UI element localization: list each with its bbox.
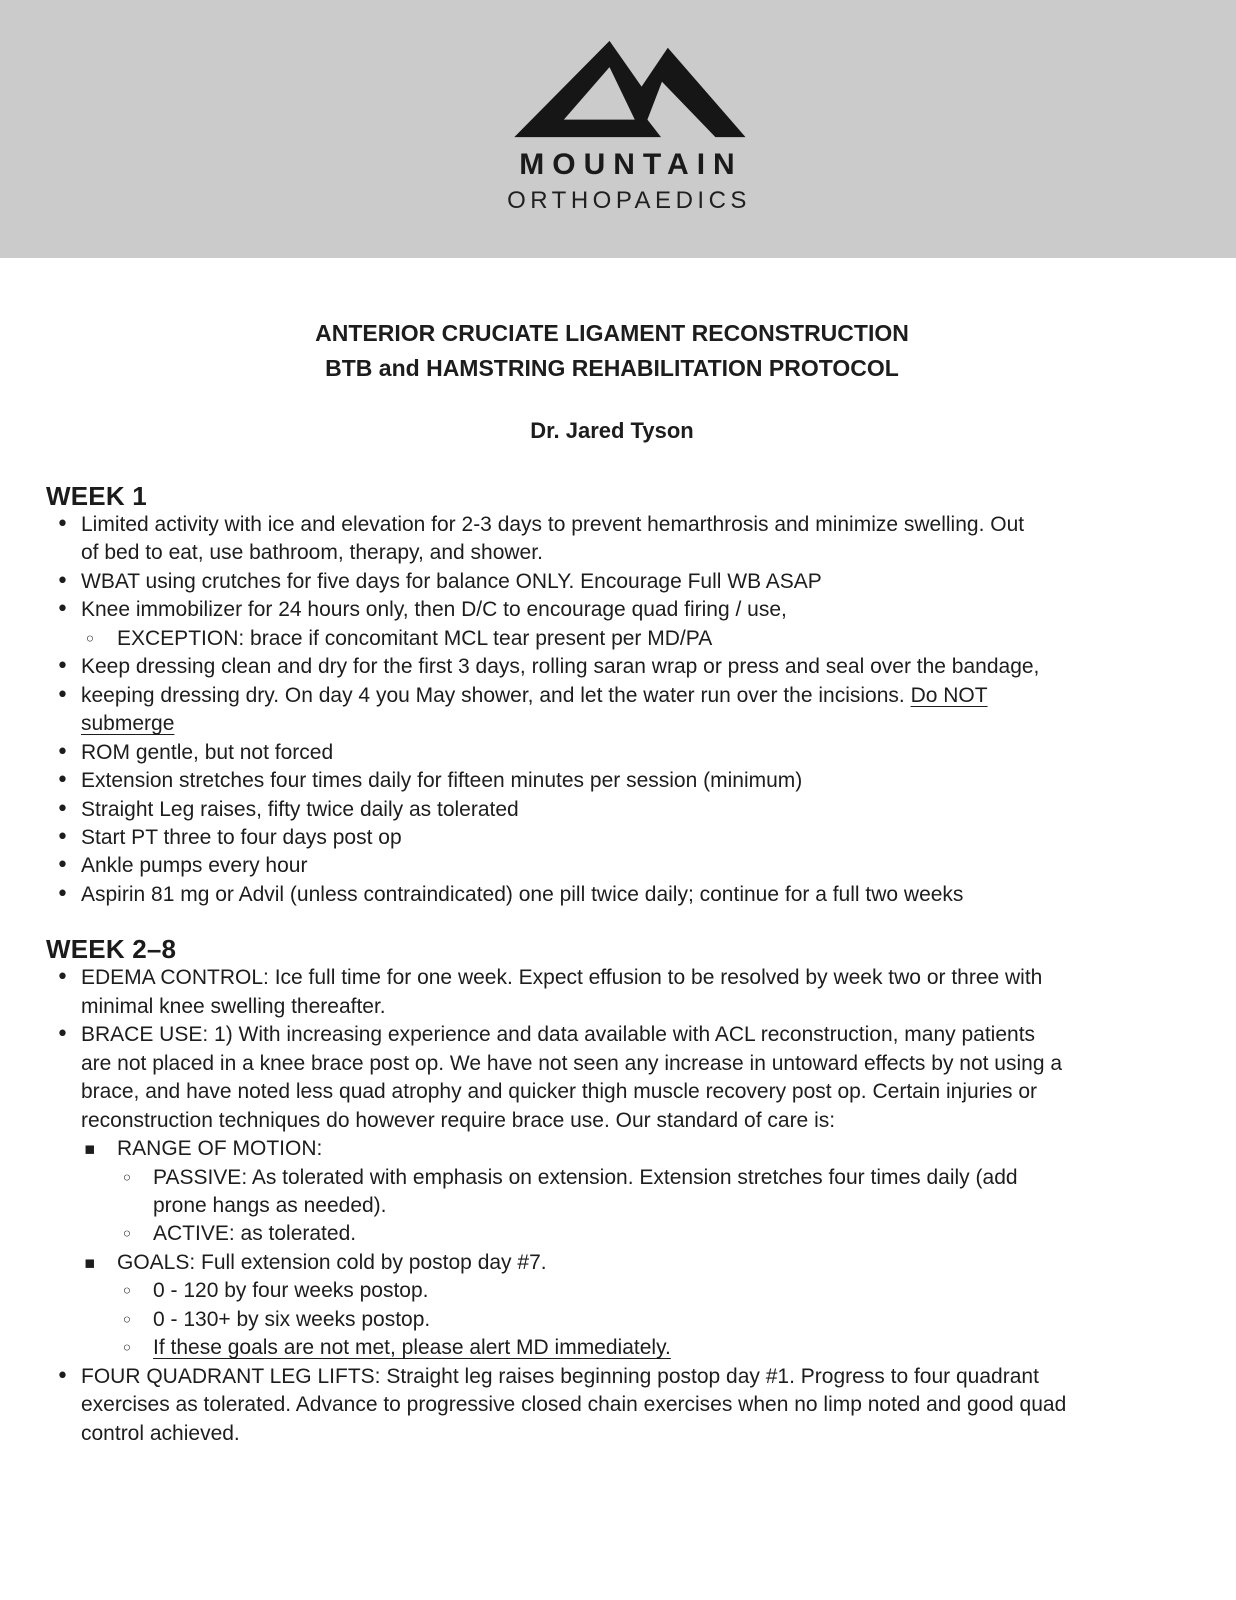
underlined-text: If these goals are not met, please alert MD immediately. (153, 1336, 671, 1360)
text-segment: Aspirin 81 mg or Advil (unless contraindicated) one pill twice daily; continue for a full two weeks (81, 882, 964, 906)
item-text (81, 966, 1042, 1017)
text-segment: Extension stretches four times daily for fifteen minutes per session (minimum) (81, 769, 803, 793)
clinic-logo (503, 0, 751, 215)
text-segment: 0 - 130+ by six weeks postop. (153, 1307, 431, 1331)
text-segment: EDEMA CONTROL: Ice full time for one week. Expect effusion to be resolved by week two or three with (81, 966, 1043, 990)
bullet-marker: • (56, 739, 69, 765)
section-heading: WEEK 1 (46, 481, 147, 511)
page-title-line-2: BTB and HAMSTRING REHABILITATION PROTOCOL (325, 355, 899, 381)
text-segment: Limited activity with ice and elevation for 2-3 days to prevent hemarthrosis and minimize swelling. Out (81, 513, 1025, 536)
protocol-section (46, 481, 1206, 909)
bullet-marker: • (56, 1363, 69, 1389)
text-segment: brace, and have noted less quad atrophy and quicker thigh muscle recovery post op. Certain injuries or (81, 1080, 1038, 1104)
text-segment: ACTIVE: as tolerated. (153, 1222, 357, 1246)
bullet-marker: ▪ (84, 1252, 96, 1273)
item-text (81, 854, 307, 877)
bullet-marker: • (56, 568, 69, 594)
item-text (81, 684, 988, 735)
list-item (46, 852, 1206, 880)
list-item (46, 796, 1206, 824)
list-item (46, 1334, 1206, 1362)
text-segment: RANGE OF MOTION: (117, 1137, 323, 1161)
list-item (46, 682, 1206, 739)
doctor-name: Dr. Jared Tyson (530, 418, 694, 443)
list-item (46, 568, 1206, 596)
list-item (46, 767, 1206, 795)
text-segment: Start PT three to four days post op (81, 825, 402, 849)
item-text (81, 570, 822, 593)
text-segment: Knee immobilizer for 24 hours only, then D/C to encourage quad firing / use, (81, 598, 787, 622)
text-segment: are not placed in a knee brace post op. We have not seen any increase in untoward effects by not using a (81, 1051, 1063, 1075)
protocol-document (0, 316, 1236, 1448)
list-item (46, 964, 1206, 1021)
page-title (32, 316, 1192, 386)
text-segment: exercises as tolerated. Advance to progressive closed chain exercises when no limp noted and good quad (81, 1393, 1067, 1417)
text-segment: EXCEPTION: brace if concomitant MCL tear present per MD/PA (117, 626, 713, 650)
item-text (81, 598, 787, 621)
text-segment: of bed to eat, use bathroom, therapy, and shower. (81, 541, 543, 565)
bullet-marker: ▪ (84, 1139, 96, 1160)
text-segment: keeping dressing dry. On day 4 you May shower, and let the water run over the incisions. (81, 683, 911, 707)
text-segment: FOUR QUADRANT LEG LIFTS: Straight leg raises beginning postop day #1. Progress to four quadrant (81, 1364, 1039, 1388)
clinic-header (0, 0, 1236, 258)
text-segment: PASSIVE: As tolerated with emphasis on extension. Extension stretches four times daily (add (153, 1165, 1018, 1189)
bullet-marker: • (56, 824, 69, 850)
bullet-marker: ◦ (121, 1307, 133, 1332)
bullet-marker: • (56, 853, 69, 879)
clinic-subtitle: ORTHOPAEDICS (507, 187, 751, 214)
item-text (81, 1365, 1066, 1445)
list-item (46, 1021, 1206, 1135)
text-segment: minimal knee swelling thereafter. (81, 994, 386, 1018)
list-item (46, 739, 1206, 767)
list-item (46, 824, 1206, 852)
list-item (46, 511, 1206, 568)
list-item (46, 1277, 1206, 1305)
item-text (81, 1023, 1062, 1131)
list-item (46, 1220, 1206, 1248)
bullet-marker: • (56, 597, 69, 623)
item-text (117, 1251, 547, 1274)
page-title-line-1: ANTERIOR CRUCIATE LIGAMENT RECONSTRUCTION (315, 320, 909, 346)
protocol-section (46, 934, 1206, 1448)
list-item (46, 625, 1206, 653)
item-text (153, 1308, 430, 1331)
bullet-marker: • (56, 768, 69, 794)
text-segment: 0 - 120 by four weeks postop. (153, 1279, 429, 1303)
item-text (153, 1336, 671, 1359)
item-text (153, 1279, 429, 1302)
text-segment: ROM gentle, but not forced (81, 740, 334, 764)
text-segment: Straight Leg raises, fifty twice daily as tolerated (81, 797, 519, 821)
item-text (153, 1166, 1018, 1217)
bullet-marker: ◦ (121, 1279, 133, 1304)
bullet-marker: • (56, 1022, 69, 1048)
item-text (81, 655, 1039, 678)
bullet-marker: • (56, 796, 69, 822)
item-text (81, 883, 963, 906)
underlined-text: Do NOT (910, 683, 988, 707)
item-text (81, 798, 519, 821)
bullet-marker: ◦ (121, 1222, 133, 1247)
item-text (117, 1137, 322, 1160)
mountain-logo-icon (505, 38, 749, 140)
item-text (117, 627, 712, 650)
bullet-marker: • (56, 881, 69, 907)
bullet-marker: • (56, 682, 69, 708)
list-item (46, 653, 1206, 681)
item-text (153, 1222, 356, 1245)
list-item (46, 596, 1206, 624)
bullet-marker: ◦ (121, 1165, 133, 1190)
text-segment: Keep dressing clean and dry for the first 3 days, rolling saran wrap or press and seal over the bandage, (81, 655, 1040, 679)
text-segment: GOALS: Full extension cold by postop day #7. (117, 1250, 547, 1274)
bullet-marker: • (56, 654, 69, 680)
list-item (46, 1249, 1206, 1277)
text-segment: prone hangs as needed). (153, 1193, 387, 1217)
text-segment: WBAT using crutches for five days for balance ONLY. Encourage Full WB ASAP (81, 569, 822, 593)
list-item (46, 881, 1206, 909)
list-item (46, 1164, 1206, 1221)
item-text (81, 741, 333, 764)
text-segment: control achieved. (81, 1421, 240, 1445)
item-text (81, 513, 1024, 564)
underlined-text: submerge (81, 712, 175, 736)
text-segment: BRACE USE: 1) With increasing experience and data available with ACL reconstruction, many patients (81, 1023, 1036, 1047)
list-item (46, 1306, 1206, 1334)
item-text (81, 826, 402, 849)
list-item (46, 1363, 1206, 1448)
item-text (81, 769, 802, 792)
text-segment: reconstruction techniques do however require brace use. Our standard of care is: (81, 1108, 836, 1132)
bullet-marker: ◦ (84, 626, 96, 651)
bullet-marker: • (56, 965, 69, 991)
list-item (46, 1135, 1206, 1163)
bullet-marker: • (56, 512, 69, 537)
section-heading: WEEK 2–8 (46, 934, 177, 965)
bullet-marker: ◦ (121, 1336, 133, 1361)
protocol-sections (46, 481, 1206, 1448)
text-segment: Ankle pumps every hour (81, 854, 308, 878)
clinic-name: MOUNTAIN (519, 148, 743, 181)
